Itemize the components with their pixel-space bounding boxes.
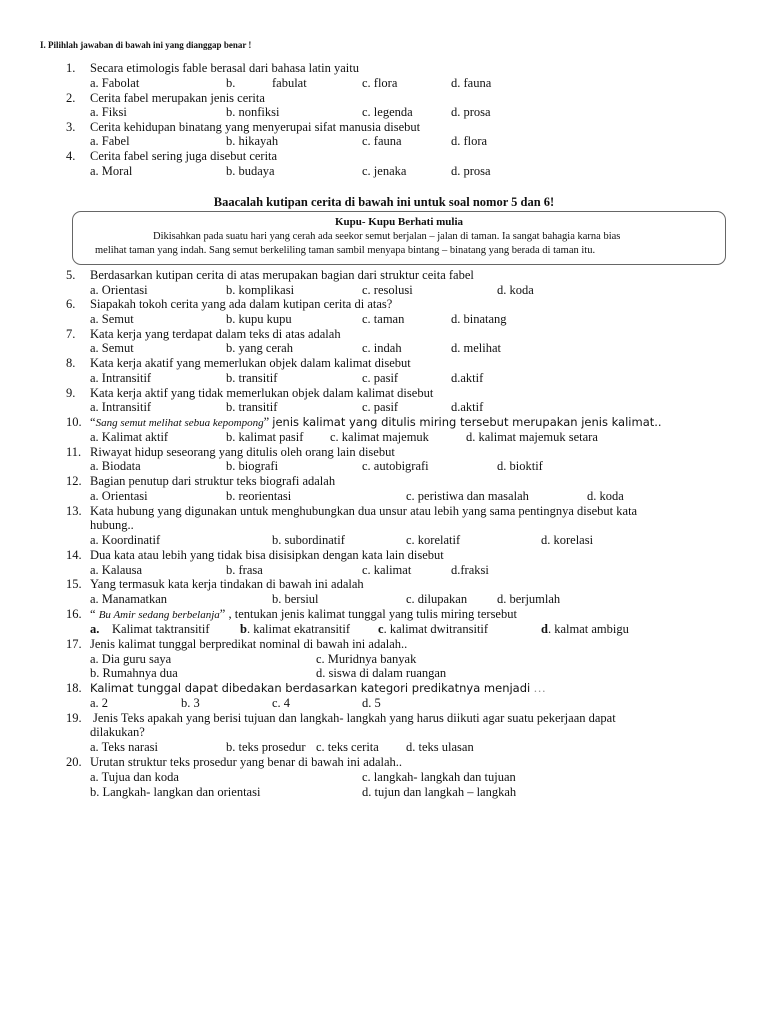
q20-option-a: a. Tujua dan koda bbox=[90, 770, 179, 784]
q19-text: Jenis Teks apakah yang berisi tujuan dan langkah- langkah yang harus diikuti agar suatu pekerjaan dapat bbox=[93, 711, 616, 725]
q3-option-c: c. fauna bbox=[362, 134, 402, 148]
q10-quote-close: ” bbox=[263, 415, 273, 429]
q1-option-b-letter: b. bbox=[226, 76, 236, 90]
q12-option-a: a. Orientasi bbox=[90, 489, 148, 503]
q18-option-a: a. 2 bbox=[90, 696, 109, 710]
q9-option-a: a. Intransitif bbox=[90, 400, 152, 414]
q17-option-a: a. Dia guru saya bbox=[90, 652, 172, 666]
q17-text: Jenis kalimat tunggal berpredikat nominal di bawah ini adalah.. bbox=[90, 637, 408, 651]
q19-number: 19. bbox=[66, 711, 82, 725]
q17-option-d: d. siswa di dalam ruangan bbox=[316, 666, 447, 680]
q10-text: jenis kalimat yang ditulis miring tersebut merupakan jenis kalimat.. bbox=[272, 415, 662, 429]
q3-option-a: a. Fabel bbox=[90, 134, 130, 148]
q17-option-c: c. Muridnya banyak bbox=[316, 652, 417, 666]
q19-text-continued: dilakukan? bbox=[90, 725, 145, 739]
q7-option-c: c. indah bbox=[362, 341, 402, 355]
q10-option-c: c. kalimat majemuk bbox=[330, 430, 429, 444]
q16-option-a: Kalimat taktransitif bbox=[112, 622, 210, 636]
q3-option-b: b. hikayah bbox=[226, 134, 279, 148]
q8-option-b: b. transitif bbox=[226, 371, 278, 385]
q4-text: Cerita fabel sering juga disebut cerita bbox=[90, 149, 278, 163]
q18-text: Kalimat tunggal dapat dibedakan berdasarkan kategori predikatnya menjadi bbox=[90, 681, 531, 695]
q16-quote-open: “ bbox=[90, 607, 99, 621]
q9-option-c: c. pasif bbox=[362, 400, 399, 414]
q20-option-c: c. langkah- langkah dan tujuan bbox=[362, 770, 516, 784]
section-title: Baacalah kutipan cerita di bawah ini untuk soal nomor 5 dan 6! bbox=[213, 195, 555, 209]
q14-option-c: c. kalimat bbox=[362, 563, 412, 577]
q7-option-b: b. yang cerah bbox=[226, 341, 293, 355]
q15-text: Yang termasuk kata kerja tindakan di bawah ini adalah bbox=[90, 577, 364, 591]
q2-option-c: c. legenda bbox=[362, 105, 413, 119]
q20-option-b: b. Langkah- langkan dan orientasi bbox=[90, 785, 261, 799]
q5-option-d: d. koda bbox=[497, 283, 534, 297]
q1-option-d: d. fauna bbox=[451, 76, 492, 90]
q6-number: 6. bbox=[66, 297, 76, 311]
q7-option-a: a. Semut bbox=[90, 341, 134, 355]
q11-option-b: b. biografi bbox=[226, 459, 279, 473]
q10-option-a: a. Kalimat aktif bbox=[90, 430, 169, 444]
q13-option-c: c. korelatif bbox=[406, 533, 461, 547]
q1-option-c: c. flora bbox=[362, 76, 398, 90]
q4-option-a: a. Moral bbox=[90, 164, 133, 178]
q16-italic-sentence: Bu Amir sedang berbelanja bbox=[98, 609, 220, 621]
q10-number: 10. bbox=[66, 415, 82, 429]
q9-text: Kata kerja aktif yang tidak memerlukan objek dalam kalimat disebut bbox=[90, 386, 434, 400]
q11-option-a: a. Biodata bbox=[90, 459, 141, 473]
q12-option-c: c. peristiwa dan masalah bbox=[406, 489, 529, 503]
q8-number: 8. bbox=[66, 356, 76, 370]
q6-option-c: c. taman bbox=[362, 312, 405, 326]
q20-text: Urutan struktur teks prosedur yang benar di bawah ini adalah.. bbox=[90, 755, 403, 769]
q19-option-c: c. teks cerita bbox=[316, 740, 379, 754]
q4-number: 4. bbox=[66, 149, 76, 163]
q16-quote-close: ” , bbox=[219, 607, 232, 621]
q7-text: Kata kerja yang terdapat dalam teks di atas adalah bbox=[90, 327, 341, 341]
instruction: I. Pilihlah jawaban di bawah ini yang dianggap benar ! bbox=[40, 40, 252, 50]
q18-text-line bbox=[90, 681, 546, 696]
q13-option-a: a. Koordinatif bbox=[90, 533, 161, 547]
q2-option-d: d. prosa bbox=[451, 105, 491, 119]
q15-option-d: d. berjumlah bbox=[497, 592, 561, 606]
q14-text: Dua kata atau lebih yang tidak bisa disisipkan dengan kata lain disebut bbox=[90, 548, 444, 562]
q12-option-d: d. koda bbox=[587, 489, 624, 503]
q15-option-b: b. bersiul bbox=[272, 592, 319, 606]
q11-option-d: d. bioktif bbox=[497, 459, 543, 473]
story-title: Kupu- Kupu Berhati mulia bbox=[334, 216, 464, 228]
q10-quote-open: “ bbox=[90, 415, 96, 429]
q12-number: 12. bbox=[66, 474, 82, 488]
q13-text-continued: hubung.. bbox=[90, 518, 134, 532]
q8-option-d: d.aktif bbox=[451, 371, 484, 385]
q18-number: 18. bbox=[66, 681, 82, 695]
q6-text: Siapakah tokoh cerita yang ada dalam kutipan cerita di atas? bbox=[90, 297, 393, 311]
q16-text-line bbox=[90, 607, 517, 623]
q14-number: 14. bbox=[66, 548, 82, 562]
q7-option-d: d. melihat bbox=[451, 341, 501, 355]
q5-option-b: b. komplikasi bbox=[226, 283, 295, 297]
q1-text: Secara etimologis fable berasal dari bahasa latin yaitu bbox=[90, 61, 359, 75]
q20-option-d: d. tujun dan langkah – langkah bbox=[362, 785, 517, 799]
q5-text: Berdasarkan kutipan cerita di atas merupakan bagian dari struktur ceita fabel bbox=[90, 268, 474, 282]
q16-number: 16. bbox=[66, 607, 82, 621]
q8-option-a: a. Intransitif bbox=[90, 371, 152, 385]
q18-option-d: d. 5 bbox=[362, 696, 381, 710]
q13-number: 13. bbox=[66, 504, 82, 518]
q15-number: 15. bbox=[66, 577, 82, 591]
q6-option-d: d. binatang bbox=[451, 312, 507, 326]
q17-option-b: b. Rumahnya dua bbox=[90, 666, 178, 680]
q3-number: 3. bbox=[66, 120, 76, 134]
q17-number: 17. bbox=[66, 637, 82, 651]
q12-option-b: b. reorientasi bbox=[226, 489, 292, 503]
q16-option-d-wrap bbox=[541, 622, 629, 637]
q15-option-c: c. dilupakan bbox=[406, 592, 468, 606]
q13-text: Kata hubung yang digunakan untuk menghubungkan dua unsur atau lebih yang sama pentingnya disebut kata bbox=[90, 504, 638, 518]
q3-option-d: d. flora bbox=[451, 134, 488, 148]
q19-option-b: b. teks prosedur bbox=[226, 740, 306, 754]
q13-option-b: b. subordinatif bbox=[272, 533, 345, 547]
q18-option-b: b. 3 bbox=[181, 696, 200, 710]
q18-option-c: c. 4 bbox=[272, 696, 291, 710]
q1-number: 1. bbox=[66, 61, 76, 75]
q9-option-d: d.aktif bbox=[451, 400, 484, 414]
q5-option-a: a. Orientasi bbox=[90, 283, 148, 297]
q10-option-b: b. kalimat pasif bbox=[226, 430, 304, 444]
q9-number: 9. bbox=[66, 386, 76, 400]
q13-option-d: d. korelasi bbox=[541, 533, 594, 547]
q6-option-a: a. Semut bbox=[90, 312, 134, 326]
q14-option-d: d.fraksi bbox=[451, 563, 489, 577]
q10-italic-sentence: Sang semut melihat sebua kepompong bbox=[95, 417, 264, 429]
q18-ellipsis: … bbox=[533, 681, 546, 695]
q1-option-b: fabulat bbox=[272, 76, 307, 90]
story-box bbox=[72, 211, 726, 265]
q14-option-b: b. frasa bbox=[226, 563, 263, 577]
q16-option-b-letter: b bbox=[240, 622, 247, 636]
q9-option-b: b. transitif bbox=[226, 400, 278, 414]
q10-text-line bbox=[90, 415, 662, 431]
q8-option-c: c. pasif bbox=[362, 371, 399, 385]
q14-option-a: a. Kalausa bbox=[90, 563, 143, 577]
q4-option-b: b. budaya bbox=[226, 164, 275, 178]
q5-number: 5. bbox=[66, 268, 76, 282]
q16-option-a-letter: a. bbox=[90, 622, 100, 636]
q19-option-a: a. Teks narasi bbox=[90, 740, 158, 754]
q15-option-a: a. Manamatkan bbox=[90, 592, 168, 606]
q20-number: 20. bbox=[66, 755, 82, 769]
q5-option-c: c. resolusi bbox=[362, 283, 413, 297]
q6-option-b: b. kupu kupu bbox=[226, 312, 292, 326]
q2-option-b: b. nonfiksi bbox=[226, 105, 280, 119]
q16-option-c-wrap bbox=[378, 622, 488, 637]
q11-text: Riwayat hidup seseorang yang ditulis oleh orang lain disebut bbox=[90, 445, 395, 459]
q10-option-d: d. kalimat majemuk setara bbox=[466, 430, 598, 444]
q4-option-d: d. prosa bbox=[451, 164, 491, 178]
q16-option-c: . kalimat dwitransitif bbox=[383, 622, 489, 636]
story-line-2: melihat taman yang indah. Sang semut berkeliling taman sambil menyapa bintang – binatang yang berada di taman itu. bbox=[95, 245, 596, 256]
q11-number: 11. bbox=[66, 445, 82, 459]
q4-option-c: c. jenaka bbox=[362, 164, 407, 178]
q3-text: Cerita kehidupan binatang yang menyerupai sifat manusia disebut bbox=[90, 120, 421, 134]
q8-text: Kata kerja akatif yang memerlukan objek dalam kalimat disebut bbox=[90, 356, 411, 370]
q1-option-a: a. Fabolat bbox=[90, 76, 140, 90]
q16-text: tentukan jenis kalimat tunggal yang tulis miring tersebut bbox=[234, 607, 517, 621]
q2-option-a: a. Fiksi bbox=[90, 105, 127, 119]
q2-text: Cerita fabel merupakan jenis cerita bbox=[90, 91, 265, 105]
q19-option-d: d. teks ulasan bbox=[406, 740, 474, 754]
story-line-1: Dikisahkan pada suatu hari yang cerah ada seekor semut berjalan – jalan di taman. Ia sangat bahagia karna bias bbox=[153, 231, 621, 242]
q16-option-d: . kalmat ambigu bbox=[547, 622, 629, 636]
q16-option-c-letter: c bbox=[378, 622, 384, 636]
q16-option-b: . kalimat ekatransitif bbox=[246, 622, 351, 636]
q16-option-d-letter: d bbox=[541, 622, 548, 636]
q11-option-c: c. autobigrafi bbox=[362, 459, 429, 473]
q7-number: 7. bbox=[66, 327, 76, 341]
q12-text: Bagian penutup dari struktur teks biografi adalah bbox=[90, 474, 336, 488]
q16-option-b-wrap bbox=[240, 622, 350, 637]
q2-number: 2. bbox=[66, 91, 76, 105]
